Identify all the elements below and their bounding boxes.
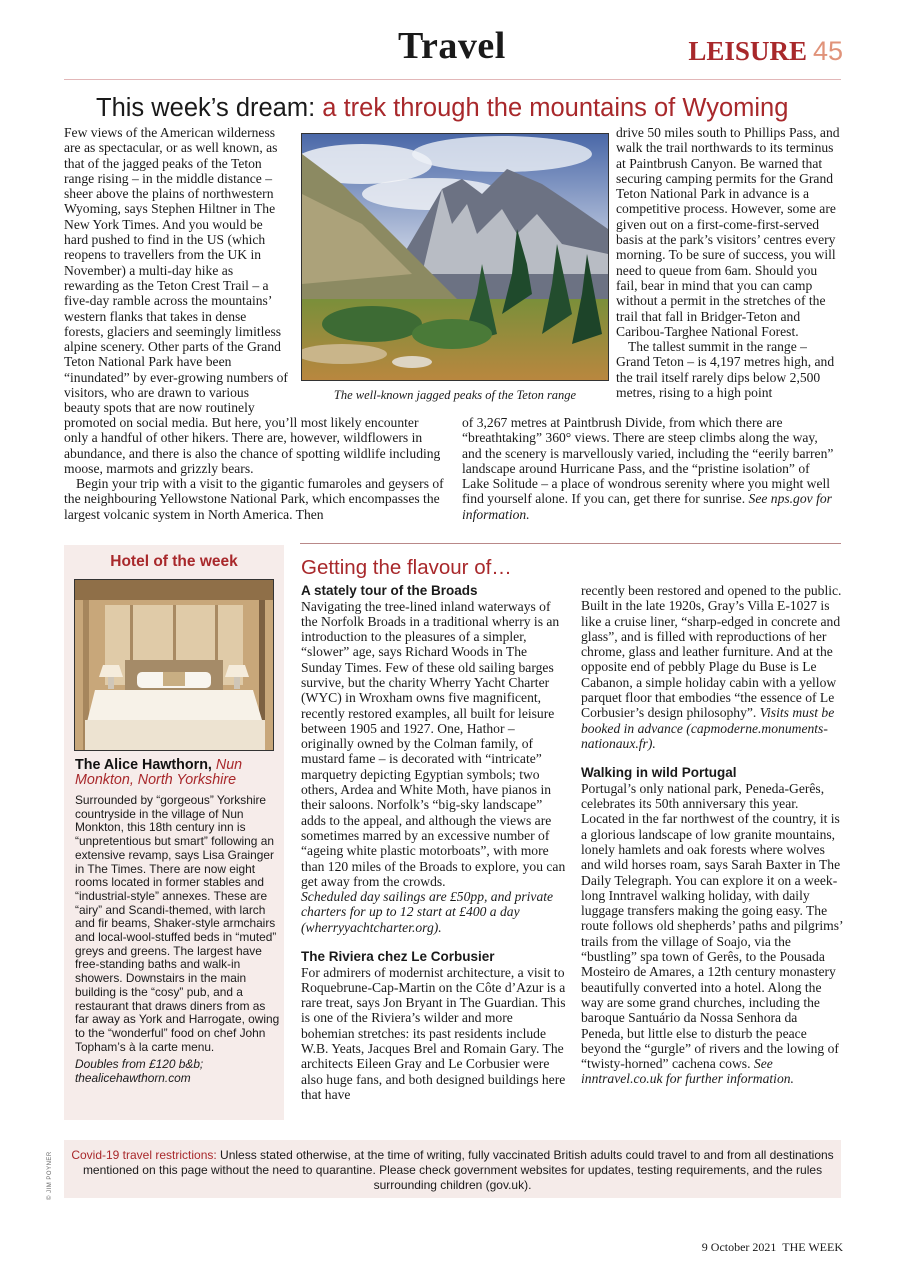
paragraph: of 3,267 metres at Paintbrush Divide, from which there are “breathtaking” 360° views. There are steep climbs along the way, and the scenery is marvellously varied, including the “eerily barren” landscape around Hurricane Pass, and the “pristine isolation” of Lake Solitude – a place of wondrous serenity where you might well find yourself alone. If you can, get there for sunrise. — [462, 415, 834, 507]
paragraph: Surrounded by “gorgeous” Yorkshire countryside in the village of Nun Monkton, this 18th century inn is “unpretentious but smart” following an extensive revamp, says Lisa Grainger in The Times. There are now eight rooms located in former stables and “industrial-style” annexes. These are “airy” and Scandi-themed, with larch and fir beams, Shaker-style armchairs and local-wool-stuffed beds in “muted” greys and greens. The largest have free-standing baths and walk-in showers. Downstairs in the main building is the “cosy” pub, and a restaurant that draws diners from as far away as York and Harrogate, owing to the “wonderful” food on chef John Topham’s à la carte menu. — [75, 793, 280, 1054]
hotel-price-info: Doubles from £120 b&b; thealicehawthorn.com — [75, 1057, 204, 1086]
flavour-column-1 — [301, 583, 569, 1102]
paragraph: Navigating the tree-lined inland waterways of the Norfolk Broads in a traditional wherry is an introduction to the pleasures of a simpler, “slower” age, says Richard Woods in The Sunday Times. Few of these old sailing barges survive, but the charity Wherry Yacht Charter (WYC) in Wroxham owns five magnificent, recently restored examples, all built for leisure between 1905 and 1927. One, Hathor – originally owned by the Colman family, of mustard fame – is decorated with “intricate” marquetry depicting Egyptian symbols; two others, Ardea and White Moth, have pianos in their saloons. Norfolk’s “big-sky landscape” adds to the appeal, and although the views are sometimes marred by an excessive number of “ageing white plastic motorboats”, with more than 120 miles of the Broads to explore, you can get away from the crowds. — [301, 598, 566, 889]
info-text: Visits must be booked in advance (capmoderne.monuments-nationaux.fr). — [581, 705, 835, 751]
flavour-section-title: Getting the flavour of… — [301, 556, 512, 579]
section-label — [688, 36, 843, 67]
issue-date: 9 October 2021 — [701, 1240, 777, 1254]
paragraph: drive 50 miles south to Phillips Pass, and walk the trail northwards to its terminus at Paintbrush Canyon. Be warned that securing camping permits for the Grand Teton National Park in advance is a competitive process. However, some are given out on a first-come-first-served basis at the park’s visitors’ centres every morning. To be sure of success, you will need to queue from 6am. Should you fail, bear in mind that you can camp without a permit in the stretches of the trail that fall in Bridger-Teton and Caribou-Targhee National Forest. — [616, 125, 840, 339]
section-title: Travel — [398, 25, 506, 67]
dream-wide-right — [462, 415, 840, 522]
paragraph: promoted on social media. But here, you’ll most likely encounter only a handful of other hikers. There are, however, wildflowers in abundance, and there is also the chance of spotting wildlife including moose, marmots and grizzly bears. — [64, 415, 441, 476]
info-link-text: See nps.gov for information. — [462, 491, 832, 522]
photo-credit: © JIM POYNER — [47, 1151, 53, 1200]
flavour-column-2 — [581, 583, 843, 1087]
page-footer — [702, 1240, 843, 1255]
publication-name: THE WEEK — [782, 1240, 843, 1254]
paragraph: recently been restored and opened to the public. Built in the late 1920s, Gray’s Villa E-1027 is like a cruise liner, “sharp-edged in concrete and glass”, and is filled with reproductions of her chrome, glass and leather furniture. And at the opposite end of pebbly Plage du Buse is Le Cabanon, a simple holiday cabin with a yellow parquet floor that embodies “the essence of Le Corbusier’s design philosophy”. — [581, 583, 842, 721]
page-number: 45 — [812, 36, 843, 66]
info-text: Scheduled day sailings are £50pp, and private charters for up to 12 start at £400 a day (wherryyachtcharter.org). — [301, 889, 554, 935]
hotel-box-heading: Hotel of the week — [110, 553, 238, 570]
paragraph: Few views of the American wilderness are as spectacular, or as well known, as that of the jagged peaks of the Teton range rising – in the middle distance – sheer above the plains of northwestern Wyoming, says Stephen Hiltner in The New York Times. And you would be hard pushed to find in the US (which reopens to travellers from the UK in November) a multi-day hike as rewarding as the Teton Crest Trail – a five-day ramble across the mountains’ western flanks that takes in dense forests, glaciers and seemingly limitless alpine scenery. Other parts of the Grand Teton National Park have been “inundated” by ever-growing numbers of visitors, who are drawn to various beauty spots that are now routinely — [64, 125, 288, 416]
hotel-of-the-week-box — [64, 545, 284, 1120]
subheading-broads: A stately tour of the Broads — [301, 583, 478, 598]
category-label: LEISURE — [688, 36, 807, 66]
info-text: See inntravel.co.uk for further information. — [581, 1056, 794, 1087]
paragraph: Portugal’s only national park, Peneda-Gerês, celebrates its 50th anniversary this year. Located in the far northwest of the country, it is a glorious landscape of low granite mountains, lonely hamlets and oak forests where wolves and wild horses roam, says Sarah Baxter in The Daily Telegraph. You can explore it on a week-long Inntravel walking holiday, with daily luggage transfers making the going easy. The route follows old shepherds’ paths and pilgrims’ trails from the village of Soajo, via the “bustling” spa town of Gerês, to the Pousada Mosteiro de Amares, a 12th century monastery beautifully converted into a hotel. Along the way are some grand churches, including the baroque Santuário da Nossa Senhora da Peneda, but little else to disturb the peace beyond the “gurgle” of rivers and the lowing of “twisty-horned” cachena cows. — [581, 780, 843, 1072]
covid-label: Covid-19 travel restrictions: — [71, 1148, 217, 1162]
dream-column-3 — [616, 125, 842, 400]
paragraph: For admirers of modernist architecture, a visit to Roquebrune-Cap-Martin on the Côte d’Azur is a rare treat, says Jon Bryant in The Guardian. This is one of the Riviera’s wilder and more bohemian stretches: its past residents include W.B. Yeats, Jacques Brel and Romain Gary. The architects Eileen Gray and Le Corbusier were also huge fans, and both designed buildings here that have — [301, 964, 566, 1102]
covid-text: Unless stated otherwise, at the time of writing, fully vaccinated British adults could travel to and from all destinations mentioned on this page without the need to quarantine. Please check government websites for updates, testing requirements, and the rules surrounding children (gov.uk). — [82, 1148, 834, 1192]
dream-wide-left — [64, 415, 444, 522]
dream-column-1 — [64, 125, 288, 416]
dream-headline — [96, 94, 788, 123]
hotel-title: The Alice Hawthorn, — [75, 757, 212, 773]
hotel-bedroom-photo — [74, 579, 274, 751]
covid-restrictions-notice — [64, 1140, 841, 1198]
section-divider — [300, 543, 841, 544]
photo-caption: The well-known jagged peaks of the Teton range — [333, 388, 577, 402]
hotel-description — [75, 794, 280, 1086]
hotel-location: Nun Monkton, North Yorkshire — [75, 757, 243, 788]
headline-prefix: This week’s dream: — [96, 94, 316, 122]
subheading-riviera: The Riviera chez Le Corbusier — [301, 949, 495, 965]
paragraph: Begin your trip with a visit to the gigantic fumaroles and geysers of the neighbouring Yellowstone National Park, which encompasses the largest volcanic system in North America. Then — [64, 476, 444, 522]
hotel-name — [75, 758, 280, 788]
subheading-portugal: Walking in wild Portugal — [581, 765, 737, 781]
headline-highlight: a trek through the mountains of Wyoming — [322, 94, 789, 122]
teton-range-photo — [301, 133, 609, 381]
paragraph: The tallest summit in the range – Grand Teton – is 4,197 metres high, and the trail itself rarely dips below 2,500 metres, rising to a high point — [616, 339, 835, 401]
header-divider — [64, 79, 841, 80]
